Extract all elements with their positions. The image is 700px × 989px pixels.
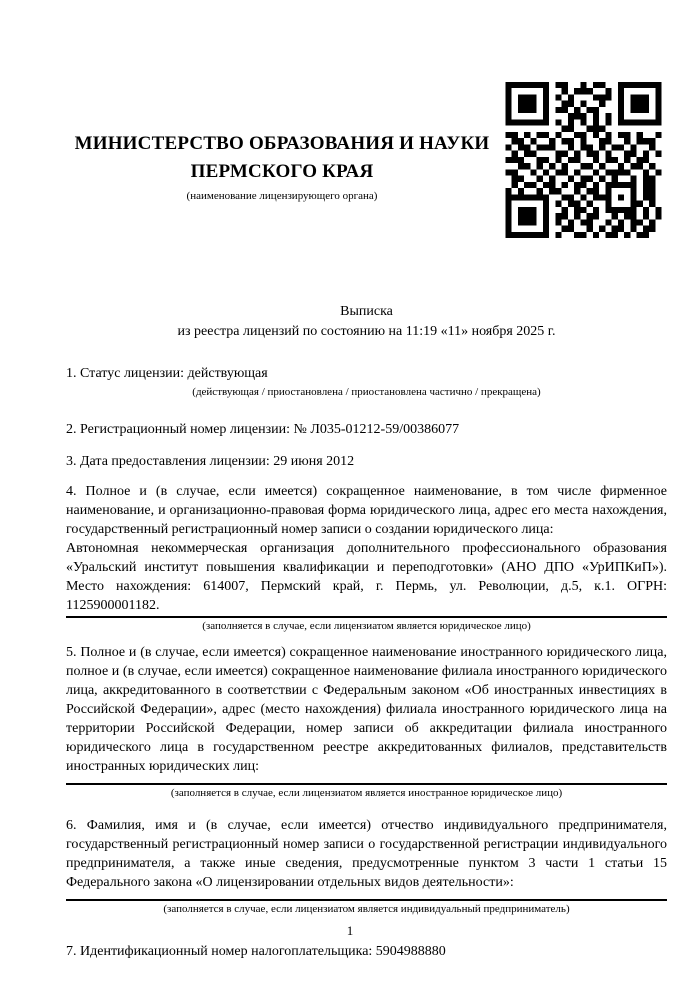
field-taxpayer-number-text: 7. Идентификационный номер налогоплательщика: 5904988880 (66, 944, 446, 959)
document-body (66, 364, 667, 961)
issuer-name-line1: МИНИСТЕРСТВО ОБРАЗОВАНИЯ И НАУКИ (74, 133, 490, 154)
field-license-status-caption: (действующая / приостановлена / приостановлена частично / прекращена) (192, 386, 541, 398)
field-foreign-entity (66, 643, 667, 800)
field-registration-number (66, 420, 667, 439)
field-registration-number-text: 2. Регистрационный номер лицензии: № Л035-01212-59/00386077 (66, 422, 460, 437)
fill-in-rule (66, 783, 667, 785)
page-title: Выписка (340, 304, 393, 319)
field-legal-entity-value: Автономная некоммерческая организация дополнительного профессионального образования «Уральский институт повышения квалификации и переподготовки» (АНО ДПО «УрИПКиП»). Место нахождения: 614007, Пермский край, г. Пермь, ул. Революции, д.5, к.1. ОГРН: 1125900001182. (66, 541, 667, 613)
field-individual-entrepreneur-text: 6. Фамилия, имя и (в случае, если имеется) отчество индивидуального предпринимателя, государственный регистрационный номер записи о государственной регистрации индивидуального предпринимателя, а также иные сведения, предусмотренные пунктом 3 части 1 статьи 15 Федерального закона «О лицензировании отдельных видов деятельности»: (66, 818, 667, 890)
issuer-caption: (наименование лицензирующего органа) (186, 190, 378, 202)
qr-code-svg (505, 82, 662, 238)
fill-in-rule (66, 899, 667, 901)
document-title (66, 302, 667, 341)
field-license-status-text: 1. Статус лицензии: действующая (66, 366, 268, 381)
fill-in-rule (66, 616, 667, 618)
field-individual-entrepreneur (66, 816, 667, 916)
field-legal-entity (66, 482, 667, 633)
qr-code-icon (505, 82, 662, 238)
field-grant-date-text: 3. Дата предоставления лицензии: 29 июня 2012 (66, 454, 355, 469)
field-foreign-entity-caption: (заполняется в случае, если лицензиатом является иностранное юридическое лицо) (170, 787, 563, 799)
field-taxpayer-number (66, 942, 667, 961)
issuer-name-line2: ПЕРМСКОГО КРАЯ (190, 161, 374, 182)
field-foreign-entity-text: 5. Полное и (в случае, если имеется) сокращенное наименование иностранного юридического лица, полное и (в случае, если имеется) сокращенное наименование филиала иностранного юридического лица, аккредитованного в соответствии с Федеральным законом «Об иностранных инвестициях в Российской Федерации», адрес (место нахождения) филиала иностранного юридического лица на территории Российской Федерации, номер записи об аккредитации филиала иностранного юридического лица в государственном реестре аккредитованных филиалов, представительств иностранных юридических лиц: (66, 645, 667, 774)
field-license-status (66, 364, 667, 399)
field-legal-entity-text: 4. Полное и (в случае, если имеется) сокращенное наименование, в том числе фирменное наименование, и организационно-правовая форма юридического лица, адрес его места нахождения, государственный регистрационный номер записи о создании юридического лица: (66, 484, 667, 537)
issuer-name (66, 130, 498, 186)
header (66, 130, 498, 203)
field-legal-entity-caption: (заполняется в случае, если лицензиатом является юридическое лицо) (202, 620, 531, 632)
page-number: 1 (346, 923, 354, 938)
page-subtitle: из реестра лицензий по состоянию на 11:19 «11» ноября 2025 г. (177, 323, 556, 339)
field-individual-entrepreneur-caption: (заполняется в случае, если лицензиатом является индивидуальный предприниматель) (163, 903, 570, 915)
field-grant-date (66, 452, 667, 471)
